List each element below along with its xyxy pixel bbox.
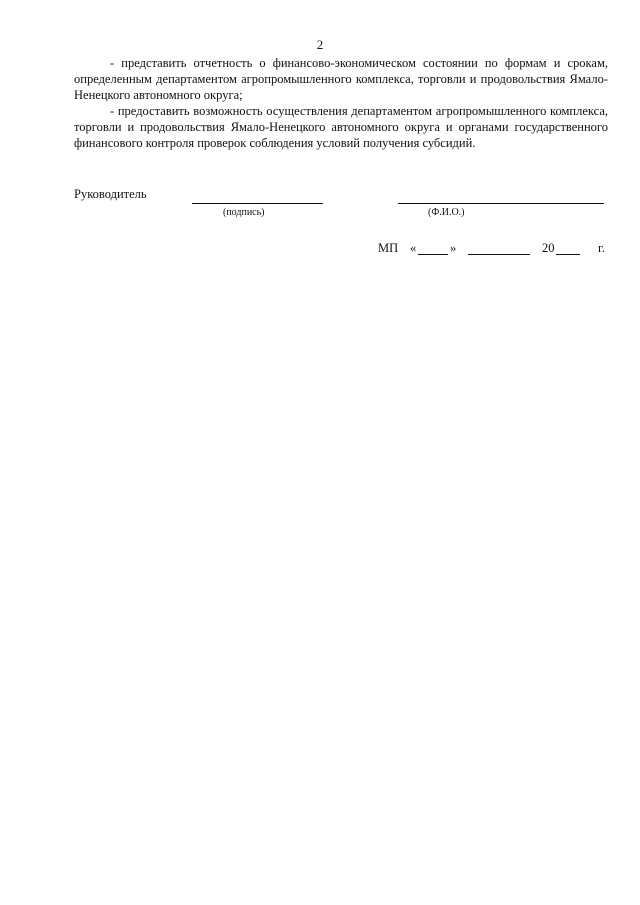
year-line (556, 254, 580, 255)
date-stamp-row (378, 241, 610, 257)
head-label: Руководитель (74, 187, 147, 201)
day-line (418, 254, 448, 255)
signature-line (192, 203, 323, 204)
year-prefix: 20 (542, 241, 555, 255)
signature-caption: (подпись) (223, 207, 265, 218)
quote-open: « (410, 241, 417, 255)
page-number: 2 (316, 37, 324, 52)
document-body (74, 55, 608, 151)
signature-block (74, 187, 608, 227)
stamp-place-label: МП (378, 241, 399, 255)
year-suffix: г. (598, 241, 605, 255)
paragraph-inspection: - предоставить возможность осуществления департаментом агропромышленного комплекса, торговли и продовольствия Ямало-Ненецкого автономного округа и органами государственного финансового контроля проверок соблюдения условий получения субсидий. (74, 104, 608, 150)
fio-caption: (Ф.И.О.) (428, 207, 465, 218)
fio-line (398, 203, 604, 204)
paragraph-report: - представить отчетность о финансово-экономическом состоянии по формам и срокам, определенным департаментом агропромышленного комплекса, торговли и продовольствия Ямало-Ненецкого автономного округа; (74, 56, 608, 102)
month-line (468, 254, 530, 255)
quote-close: » (450, 241, 457, 255)
